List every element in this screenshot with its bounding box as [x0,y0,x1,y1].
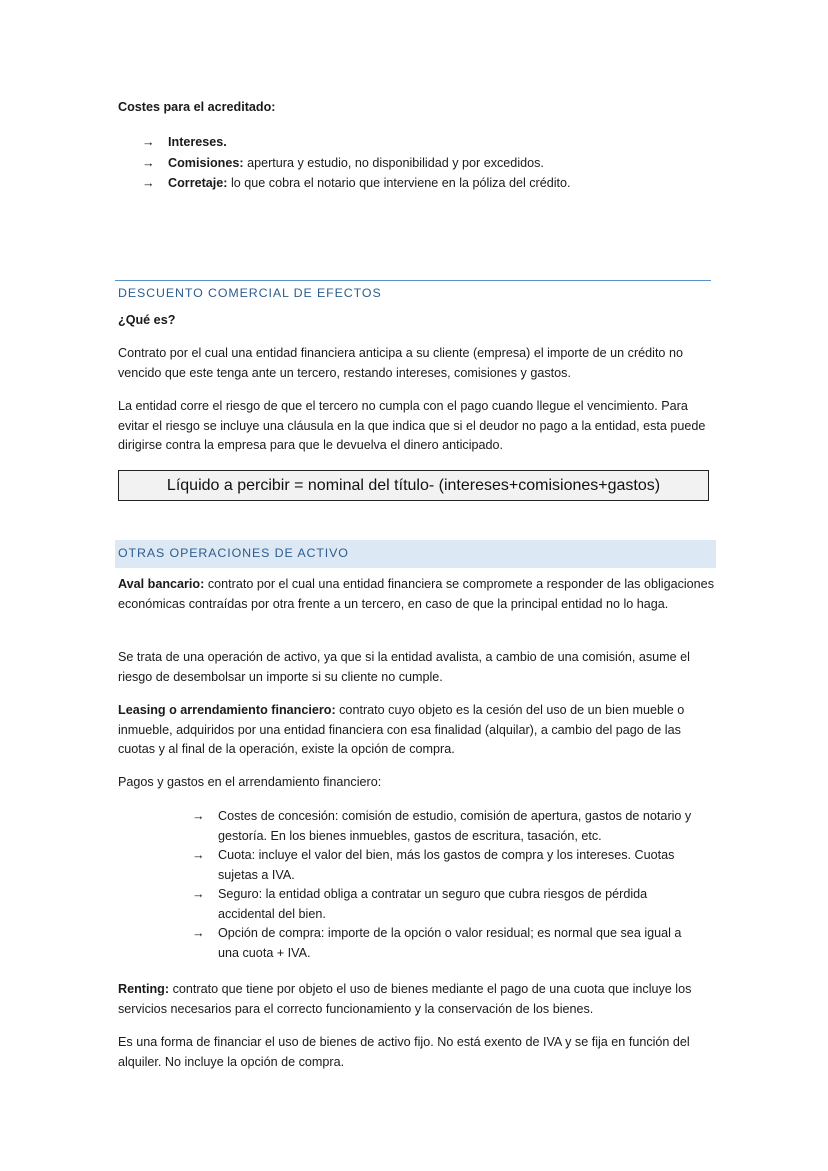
arrow-icon: → [192,887,205,901]
arrow-icon: → [192,809,205,823]
paragraph: Se trata de una operación de activo, ya que si la entidad avalista, a cambio de una comisión, asume el riesgo de desembolsar un importe si su cliente no cumple. [118,650,690,684]
paragraph: La entidad corre el riesgo de que el tercero no cumpla con el pago cuando llegue el vencimiento. Para evitar el riesgo se incluye una cláusula en la que indica que si el deudor no pago a la entidad, esta puede dirigirse contra la empresa para que le devuelva el dinero anticipado. [118,399,706,452]
list-item: → Opción de compra: importe de la opción o valor residual; es normal que sea igual a una cuota + IVA. [192,926,682,960]
section-heading-otras: OTRAS OPERACIONES DE ACTIVO [118,546,349,560]
section-heading-descuento: DESCUENTO COMERCIAL DE EFECTOS [118,286,382,300]
paragraph-leasing: Leasing o arrendamiento financiero: contrato cuyo objeto es la cesión del uso de un bien mueble o inmueble, adquiridos por una entidad financiera con esa finalidad (alquilar), a cambio del pago de las cuotas y al final de la operación, existe la opción de compra. [118,703,685,756]
list-item: → Seguro: la entidad obliga a contratar un seguro que cubra riesgos de pérdida accidental del bien. [192,887,648,921]
list-item: → Intereses. [142,133,716,153]
subheading: ¿Qué es? [118,313,176,327]
costs-list [142,133,716,194]
list-item: → Corretaje: lo que cobra el notario que interviene en la póliza del crédito. [142,174,716,194]
paragraph: Pagos y gastos en el arrendamiento financiero: [118,775,382,789]
list-item: → Comisiones: apertura y estudio, no disponibilidad y por excedidos. [142,154,716,174]
pagos-list [192,807,702,963]
paragraph: Es una forma de financiar el uso de bienes de activo fijo. No está exento de IVA y se fija en función del alquiler. No incluye la opción de compra. [118,1035,690,1069]
paragraph-renting: Renting: contrato que tiene por objeto el uso de bienes mediante el pago de una cuota que incluye los servicios necesarios para el correcto funcionamiento y la conservación de los bienes. [118,982,692,1016]
arrow-icon: → [142,135,155,149]
arrow-icon: → [192,848,205,862]
paragraph-aval: Aval bancario: contrato por el cual una entidad financiera se compromete a responder de las obligaciones económicas contraídas por otra frente a un tercero, en caso de que la principal entidad no lo haga. [118,577,714,611]
section-divider [115,280,711,281]
paragraph: Contrato por el cual una entidad financiera anticipa a su cliente (empresa) el importe de un crédito no vencido que este tenga ante un tercero, restando intereses, comisiones y gastos. [118,346,683,380]
arrow-icon: → [142,176,155,190]
arrow-icon: → [142,155,155,170]
arrow-icon: → [192,926,205,940]
formula-box: Líquido a percibir = nominal del título- (intereses+comisiones+gastos) [118,470,709,501]
list-item: → Costes de concesión: comisión de estudio, comisión de apertura, gastos de notario y gestoría. En los bienes inmuebles, gastos de escritura, tasación, etc. [192,809,692,843]
list-item: → Cuota: incluye el valor del bien, más los gastos de compra y los intereses. Cuotas sujetas a IVA. [192,848,675,882]
costs-heading: Costes para el acreditado: [118,100,276,114]
